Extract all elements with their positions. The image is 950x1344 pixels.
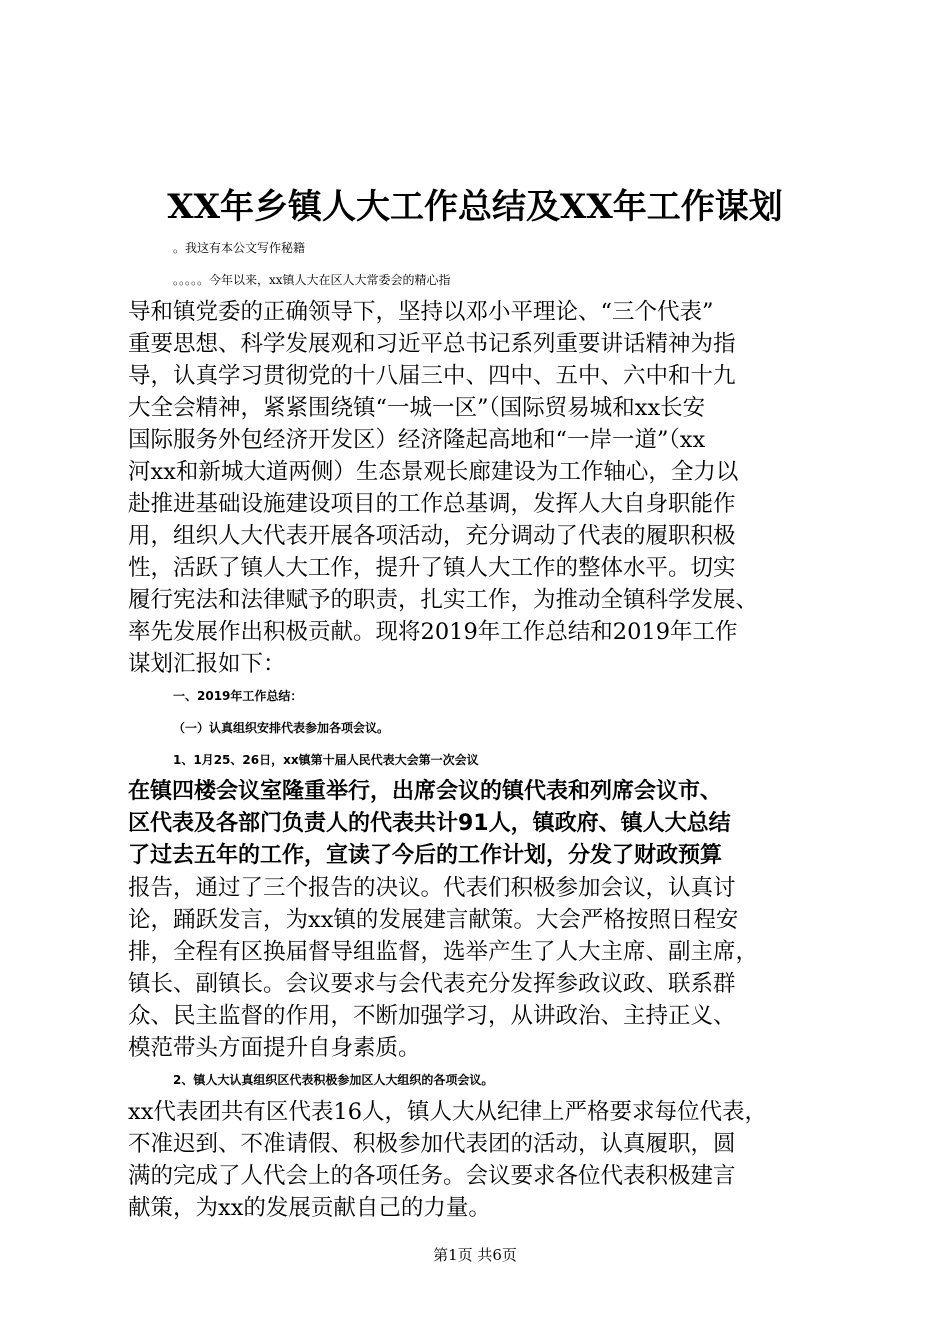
body-line: 导，认真学习贯彻党的十八届三中、四中、五中、六中和十九 bbox=[128, 363, 736, 389]
body-line: 。。。。。今年以来，xx镇人大在区人大常委会的精心指 bbox=[173, 273, 451, 287]
body-line: 一、2019年工作总结： bbox=[173, 689, 303, 703]
body-line: 国际服务外包经济开发区）经济隆起高地和“一岸一道”（xx bbox=[128, 427, 706, 453]
body-line: 用，组织人大代表开展各项活动，充分调动了代表的履职积极 bbox=[128, 523, 736, 549]
body-line: 满的完成了人代会上的各项任务。会议要求各位代表积极建言 bbox=[128, 1163, 736, 1189]
body-line: 区代表及各部门负责人的代表共计91人，镇政府、镇人大总结 bbox=[128, 811, 731, 836]
body-line: 大全会精神，紧紧围绕镇“一城一区”（国际贸易城和xx长安 bbox=[128, 395, 706, 421]
body-line: 排，全程有区换届督导组监督，选举产生了人大主席、副主席， bbox=[128, 939, 759, 965]
body-line: 了过去五年的工作，宣读了今后的工作计划，分发了财政预算 bbox=[128, 843, 723, 868]
body-line: 。我这有本公文写作秘籍 bbox=[173, 241, 306, 255]
body-line: 导和镇党委的正确领导下，坚持以邓小平理论、“三个代表” bbox=[128, 299, 714, 325]
page-footer: 第1页 共6页 bbox=[433, 1246, 517, 1264]
body-line: 报告，通过了三个报告的决议。代表们积极参加会议，认真讨 bbox=[128, 875, 736, 901]
body-line: 献策，为xx的发展贡献自己的力量。 bbox=[128, 1195, 491, 1221]
body-line: 在镇四楼会议室隆重举行，出席会议的镇代表和列席会议市、 bbox=[128, 779, 723, 804]
document-body bbox=[128, 232, 838, 1224]
body-line: 率先发展作出积极贡献。现将2019年工作总结和2019年工作 bbox=[128, 619, 738, 645]
body-line: 河xx和新城大道两侧）生态景观长廊建设为工作轴心，全力以 bbox=[128, 459, 739, 485]
body-line: 谋划汇报如下： bbox=[128, 651, 286, 677]
body-line: 1、1月25、26日，xx镇第十届人民代表大会第一次会议 bbox=[173, 753, 479, 767]
body-line: 论，踊跃发言，为xx镇的发展建言献策。大会严格按照日程安 bbox=[128, 907, 739, 933]
document-title: XX年乡镇人大工作总结及XX年工作谋划 bbox=[167, 187, 783, 227]
body-line: 重要思想、科学发展观和习近平总书记系列重要讲话精神为指 bbox=[128, 331, 736, 357]
body-line: （一）认真组织安排代表参加各项会议。 bbox=[173, 721, 390, 735]
body-line: 赴推进基础设施建设项目的工作总基调，发挥人大自身职能作 bbox=[128, 491, 736, 517]
body-line: 2、镇人大认真组织区代表积极参加区人大组织的各项会议。 bbox=[173, 1073, 494, 1087]
body-line: 履行宪法和法律赋予的职责，扎实工作，为推动全镇科学发展、 bbox=[128, 587, 759, 613]
body-line: 不准迟到、不准请假、积极参加代表团的活动，认真履职，圆 bbox=[128, 1131, 736, 1157]
body-line: 模范带头方面提升自身素质。 bbox=[128, 1035, 421, 1061]
body-line: 众、民主监督的作用，不断加强学习，从讲政治、主持正义、 bbox=[128, 1003, 736, 1029]
body-line: 性，活跃了镇人大工作，提升了镇人大工作的整体水平。切实 bbox=[128, 555, 736, 581]
body-line: xx代表团共有区代表16人，镇人大从纪律上严格要求每位代表， bbox=[128, 1099, 768, 1125]
body-line: 镇长、副镇长。会议要求与会代表充分发挥参政议政、联系群 bbox=[128, 971, 736, 997]
